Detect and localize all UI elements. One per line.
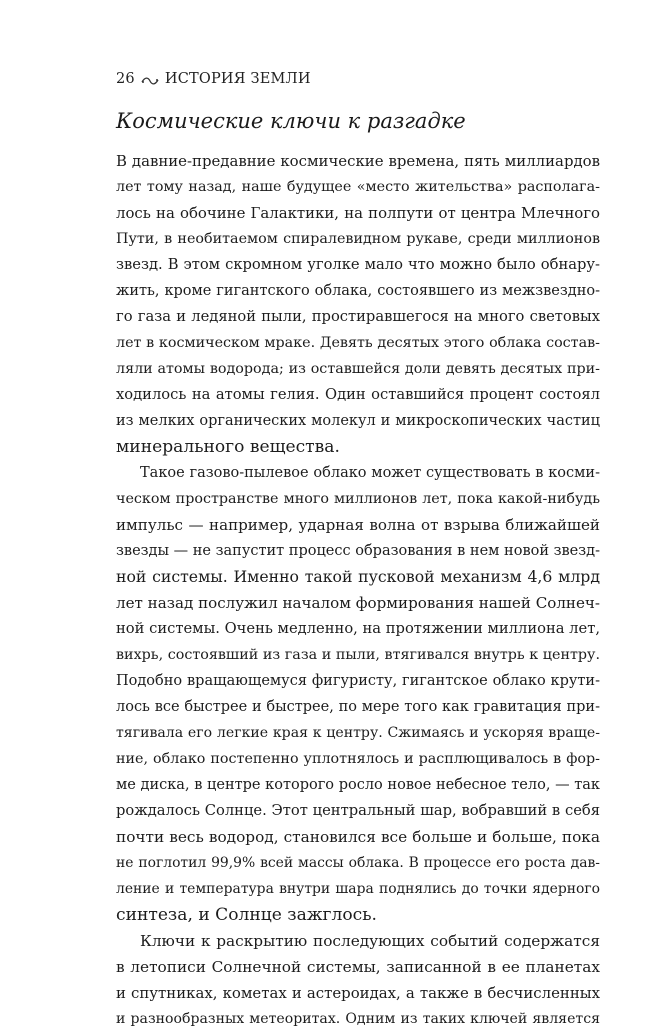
text-line: лет тому назад, наше будущее «место жительства» располага-: [116, 179, 600, 195]
text-line: жить, кроме гигантского облака, состоявшего из межзвездно-: [116, 283, 600, 299]
text-line: В давние-предавние космические времена, пять миллиардов: [116, 152, 600, 170]
text-line: тягивала его легкие края к центру. Сжимаясь и ускоряя враще-: [116, 725, 600, 741]
section-title: Космические ключи к разгадке: [116, 109, 466, 133]
text-line: ние, облако постепенно уплотнялось и расплющивалось в фор-: [116, 751, 600, 767]
text-line: лет назад послужил началом формирования нашей Солнеч-: [116, 594, 600, 612]
text-line: го газа и ледяной пыли, простиравшегося на много световых: [116, 308, 600, 325]
text-line: ме диска, в центре которого росло новое небесное тело, — так: [116, 777, 600, 793]
text-line: почти весь водород, становился все больше и больше, пока: [116, 828, 600, 846]
text-line: в летописи Солнечной системы, записанной в ее планетах: [116, 958, 600, 976]
text-line: минерального вещества.: [116, 437, 340, 457]
text-line: лось все быстрее и быстрее, по мере того как гравитация при-: [116, 699, 600, 715]
text-line: рождалось Солнце. Этот центральный шар, вобравший в себя: [116, 802, 600, 819]
text-line: и разнообразных метеоритах. Одним из таких ключей является: [116, 1011, 600, 1027]
text-line: Подобно вращающемуся фигуристу, гигантское облако крути-: [116, 673, 600, 689]
text-line: ной системы. Именно такой пусковой механизм 4,6 млрд: [116, 567, 600, 586]
text-line: лет в космическом мраке. Девять десятых этого облака состав-: [116, 335, 600, 351]
text-line: звезды — не запустит процесс образования в нем новой звезд-: [116, 543, 600, 559]
text-line: ляли атомы водорода; из оставшейся доли девять десятых при-: [116, 361, 600, 377]
text-line: синтеза, и Солнце зажглось.: [116, 905, 377, 925]
text-line: Пути, в необитаемом спиралевидном рукаве, среди миллионов: [116, 231, 600, 247]
page-number: 26: [116, 71, 135, 87]
text-line: ходилось на атомы гелия. Один оставшийся процент состоял: [116, 386, 600, 403]
text-line: Ключи к раскрытию последующих событий содержатся: [140, 932, 600, 950]
text-line: ление и температура внутри шара поднялись до точки ядерного: [116, 881, 600, 897]
text-line: вихрь, состоявший из газа и пыли, втягивался внутрь к центру.: [116, 647, 600, 663]
text-line: не поглотил 99,9% всей массы облака. В процессе его роста дав-: [116, 855, 600, 871]
running-header: [116, 71, 311, 87]
body-text: [116, 148, 600, 1032]
flourish-icon: [141, 74, 159, 84]
text-line: Такое газово-пылевое облако может существовать в косми-: [140, 465, 600, 481]
text-line: импульс — например, ударная волна от взрыва ближайшей: [116, 516, 600, 534]
text-line: звезд. В этом скромном уголке мало что можно было обнару-: [116, 256, 600, 273]
running-title: ИСТОРИЯ ЗЕМЛИ: [164, 71, 311, 87]
text-line: ческом пространстве много миллионов лет, пока какой-нибудь: [116, 491, 600, 507]
text-line: и спутниках, кометах и астероидах, а также в бесчисленных: [116, 984, 600, 1002]
text-line: лось на обочине Галактики, на полпути от центра Млечного: [116, 204, 600, 222]
text-line: ной системы. Очень медленно, на протяжении миллиона лет,: [116, 620, 600, 637]
text-line: из мелких органических молекул и микроскопических частиц: [116, 413, 600, 429]
